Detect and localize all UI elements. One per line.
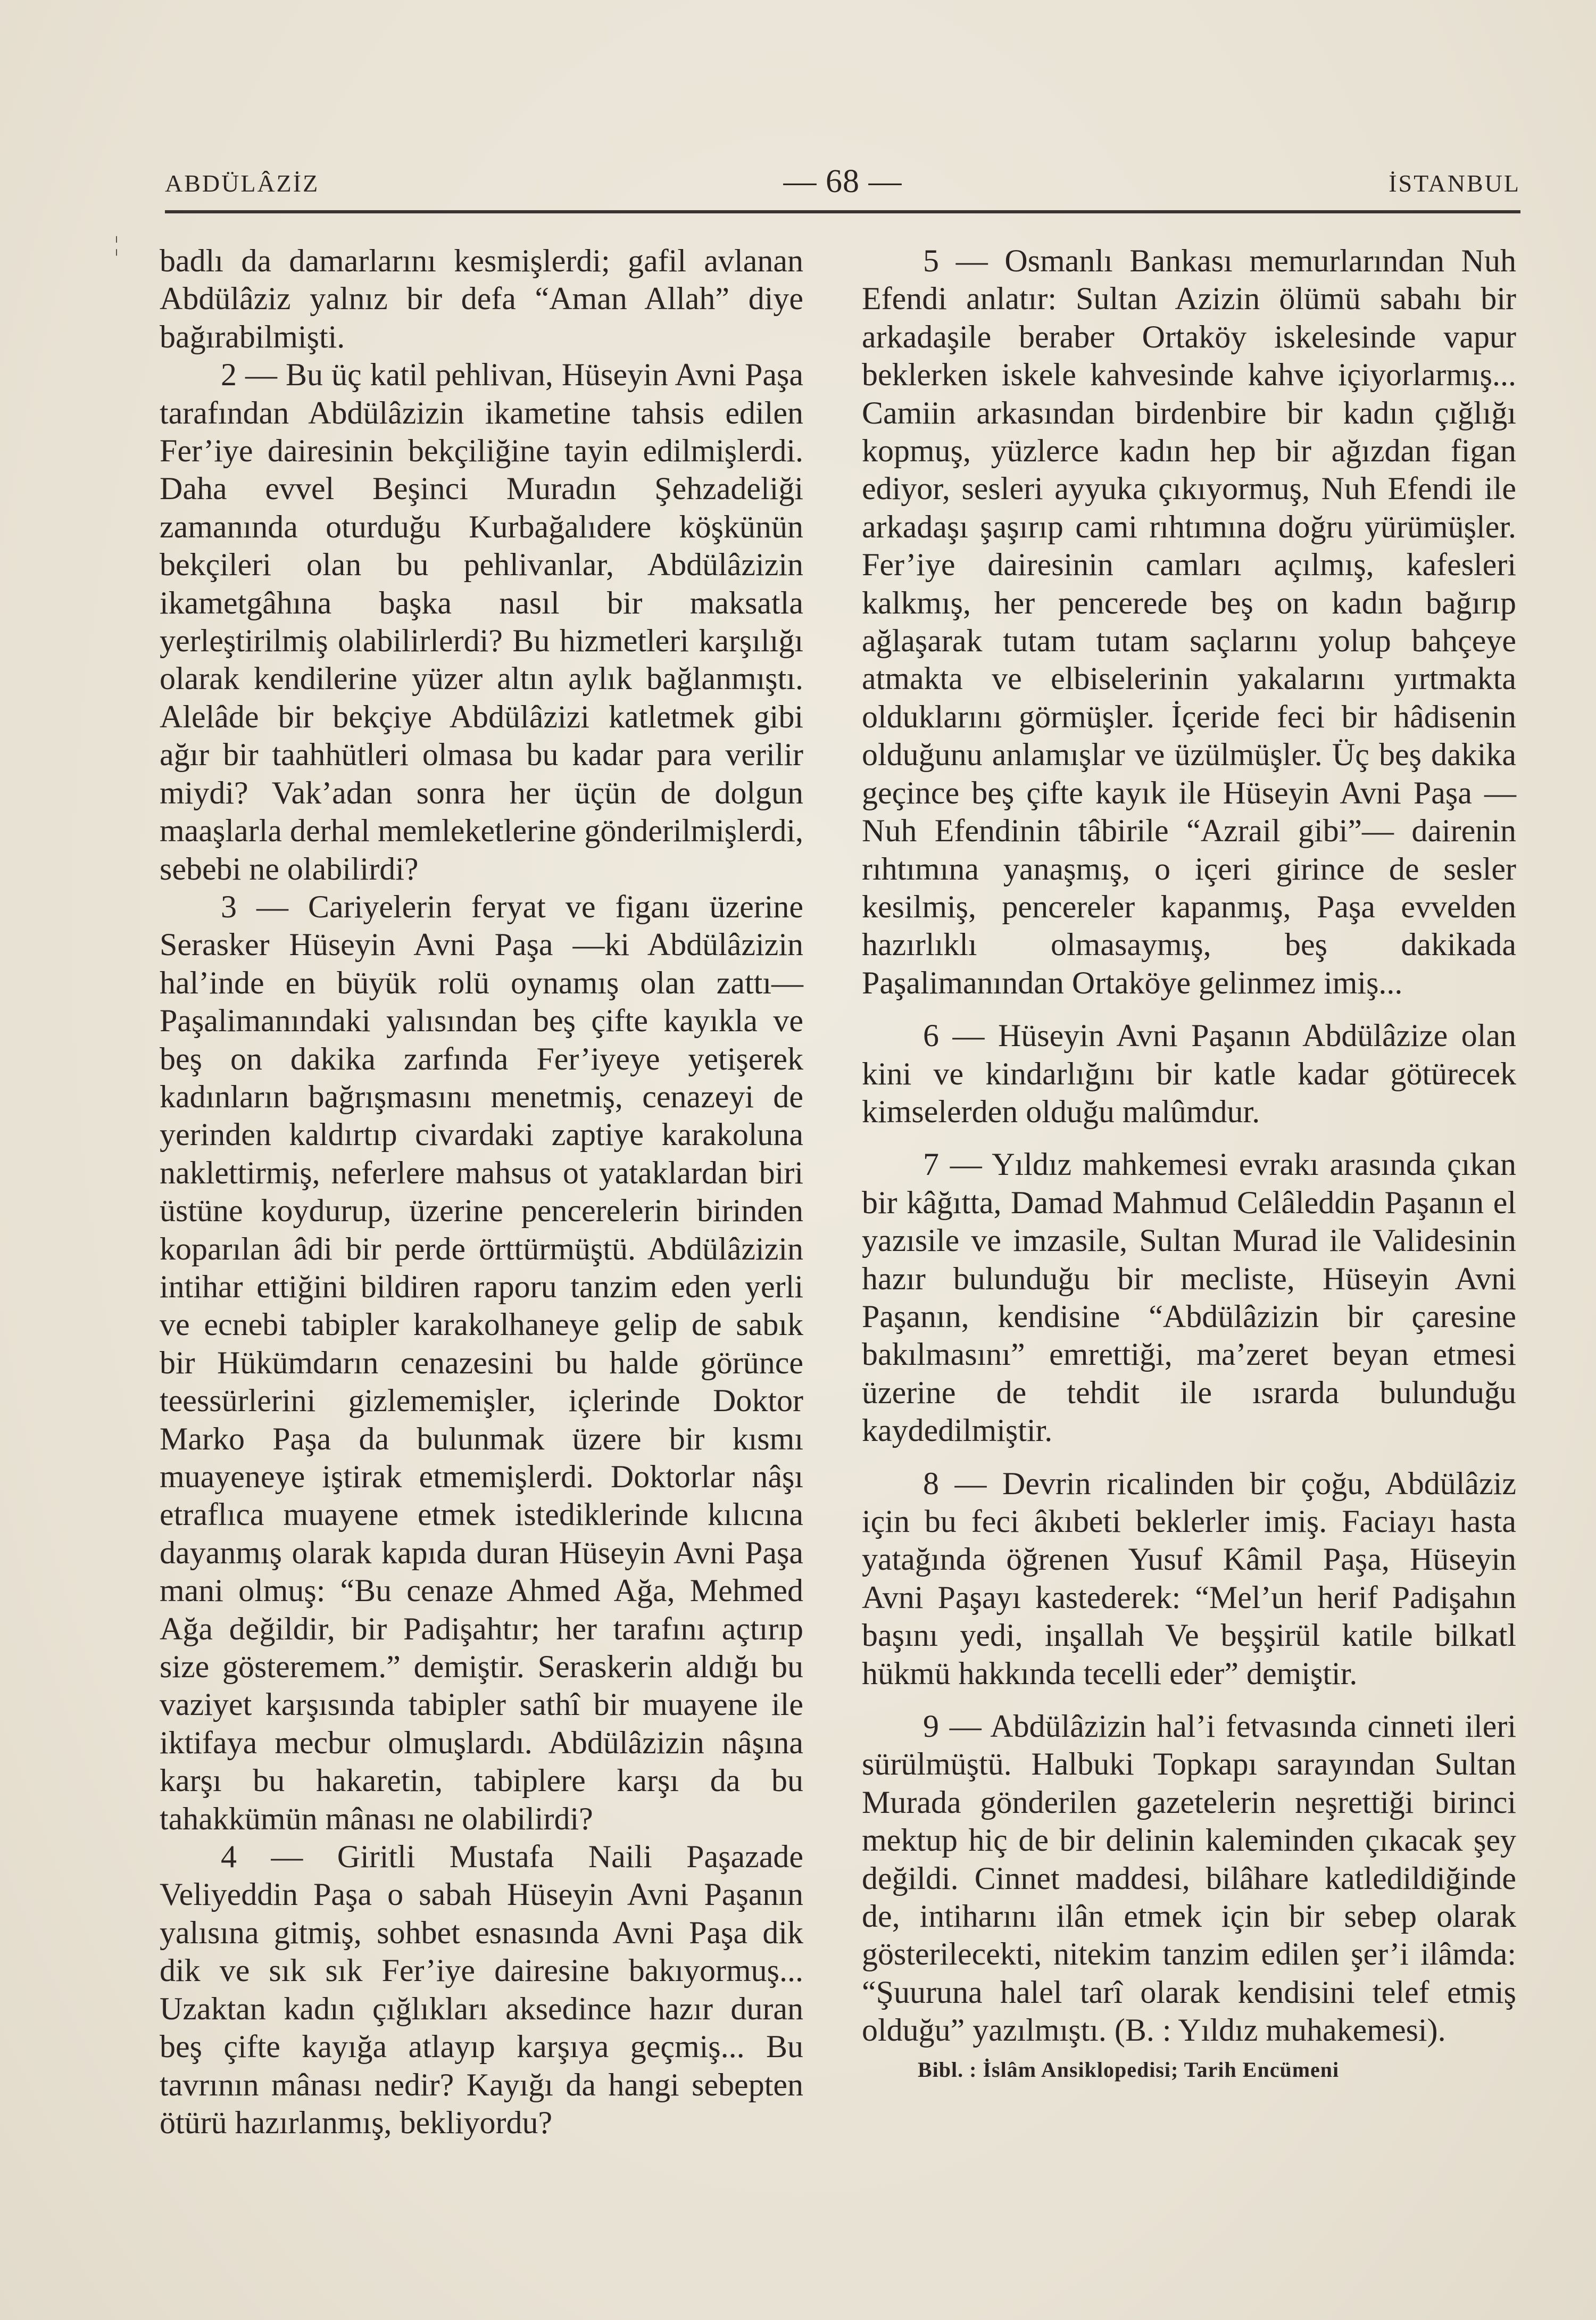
header-city: İSTANBUL [1389,170,1520,197]
header-rule [165,210,1520,213]
header-section-title: ABDÜLÂZİZ [165,170,320,197]
paragraph: badlı da damarlarını kesmişlerdi; gafil avlanan Abdülâziz yalnız bir defa “Aman Allah” diye bağırabilmişti. [160,243,803,354]
paragraph: 8 — Devrin ricalinden bir çoğu, Abdülâziz için bu feci âkıbeti beklerler imiş. Faciayı hasta yatağında öğrenen Yusuf Kâmil Paşa, Hüseyin Avni Paşayı kastederek: “Mel’un herif Padişahın başını yedi, inşallah Ve beşşirül katile bilkatl hükmü hakkında tecelli eder” demiştir. [862,1465,1516,1691]
paragraph: 3 — Cariyelerin feryat ve figanı üzerine Serasker Hüseyin Avni Paşa —ki Abdülâzizin hal’inde en büyük rolü oynamış olan zattı— Paşalimanındaki yalısından beş çifte kayıkla ve beş on dakika zarfında Fer’iyeye yetişerek kadınların bağrışmasını menetmiş, cenazeyi de yerinden kaldırtıp civardaki zaptiye karakoluna naklettirmiş, neferlere mahsus ot yataklardan biri üstüne koydurup, üzerine pencerelerin birinden koparılan âdi bir perde örttürmüştü. Abdülâzizin intihar ettiğini bildiren raporu tanzim eden yerli ve ecnebi tabipler karakolhaneye gelip de sabık bir Hükümdarın cenazesini bu halde görünce teessürlerini gizlememişler, içlerinde Doktor Marko Paşa da bulunmak üzere bir kısmı muayeneye iştirak etmemişlerdi. Doktorlar nâşı etraflıca muayene etmek istediklerinde kılıcına dayanmış olarak kapıda duran Hüseyin Avni Paşa mani olmuş: “Bu cenaze Ahmed Ağa, Mehmed Ağa değildir, bir Padişahtır; her tarafını açtırıp size gösteremem.” demiştir. Seraskerin aldığı bu vaziyet karşısında tabipler sathî bir muayene ile iktifaya mecbur olmuşlardı. Abdülâzizin nâşına karşı bu hakaretin, tabiplere karşı da bu tahakkümün mânası ne olabilirdi? [160,889,803,1836]
paragraph: 6 — Hüseyin Avni Paşanın Abdülâzize olan kini ve kindarlığını bir katle kadar götürecek kimselerden olduğu malûmdur. [862,1018,1516,1129]
margin-mark: ¦ [114,232,119,256]
paragraph: 4 — Giritli Mustafa Naili Paşazade Veliyeddin Paşa o sabah Hüseyin Avni Paşanın yalısına gitmiş, sohbet esnasında Avni Paşa dik dik ve sık sık Fer’iye dairesine bakıyormuş... Uzaktan kadın çığlıkları aksedince hazır duran beş çifte kayığa atlayıp karşıya geçmiş... Bu tavrının mânası nedir? Kayığı da hangi sebepten ötürü hazırlanmış, bekliyordu? [160,1839,803,2140]
running-header [165,163,1520,212]
paragraph: 9 — Abdülâzizin hal’i fetvasında cinneti ileri sürülmüştü. Halbuki Topkapı sarayından Sultan Murada gönderilen gazetelerin neşrettiği birinci mektup hiç de bir delinin kaleminden çıkacak şey değildi. Cinnet maddesi, bilâhare katledildiğinde de, intiharını ilân etmek için bir sebep olarak gösterilecekti, nitekim tanzim edilen şer’i ilâmda: “Şuuruna halel tarî olarak kendisini telef etmiş olduğu” yazılmıştı. (B. : Yıldız muhakemesi). [862,1709,1516,2048]
left-column [160,242,803,2142]
right-column [862,242,1516,2086]
bibliography: Bibl. : İslâm Ansiklopedisi; Tarih Encümeni [918,2057,1340,2082]
paragraph: 5 — Osmanlı Bankası memurlarından Nuh Efendi anlatır: Sultan Azizin ölümü sabahı bir arkadaşile beraber Ortaköy iskelesinde vapur beklerken iskele kahvesinde kahve içiyorlarmış... Camiin arkasından birdenbire bir kadın çığlığı kopmuş, yüzlerce kadın hep bir ağızdan figan ediyor, sesleri ayyuka çıkıyormuş, Nuh Efendi ile arkadaşı şaşırıp cami rıhtımına doğru yürümüşler. Fer’iye dairesinin camları açılmış, kafesleri kalkmış, her pencerede beş on kadın bağırıp ağlaşarak tutam tutam saçlarını yolup bahçeye atmakta ve elbiselerinin yakalarını yırtmakta olduklarını görmüşler. İçeride feci bir hâdisenin olduğunu anlamışlar ve üzülmüşler. Üç beş dakika geçince beş çifte kayık ile Hüseyin Avni Paşa —Nuh Efendinin tâbirile “Azrail gibi”— dairenin rıhtımına yanaşmış, o içeri girince de sesler kesilmiş, pencereler kapanmış, Paşa evvelden hazırlıklı olmasaymış, beş dakikada Paşalimanından Ortaköye gelinmez imiş... [862,243,1516,1000]
paragraph: 7 — Yıldız mahkemesi evrakı arasında çıkan bir kâğıtta, Damad Mahmud Celâleddin Paşanın el yazısile ve imzasile, Sultan Murad ile Validesinin hazır bulunduğu bir mecliste, Hüseyin Avni Paşanın, kendisine “Abdülâzizin bir çaresine bakılmasını” emrettiği, ma’zeret beyan etmesi üzerine de tehdit ile ısrarda bulunduğu kaydedilmiştir. [862,1147,1516,1448]
paragraph: 2 — Bu üç katil pehlivan, Hüseyin Avni Paşa tarafından Abdülâzizin ikametine tahsis edilen Fer’iye dairesinin bekçiliğine tayin edilmişlerdi. Daha evvel Beşinci Muradın Şehzadeliği zamanında oturduğu Kurbağalıdere köşkünün bekçileri olan bu pehlivanlar, Abdülâzizin ikametgâhına başka nasıl bir maksatla yerleştirilmiş olabilirlerdi? Bu hizmetleri karşılığı olarak kendilerine yüzer altın aylık bağlanmıştı. Alelâde bir bekçiye Abdülâzizi katletmek gibi ağır bir taahhütleri olmasa bu kadar para verilir miydi? Vak’adan sonra her üçün de dolgun maaşlarla derhal memleketlerine gönderilmişlerdi, sebebi ne olabilirdi? [160,357,803,886]
page-number: — 68 — [783,163,902,200]
